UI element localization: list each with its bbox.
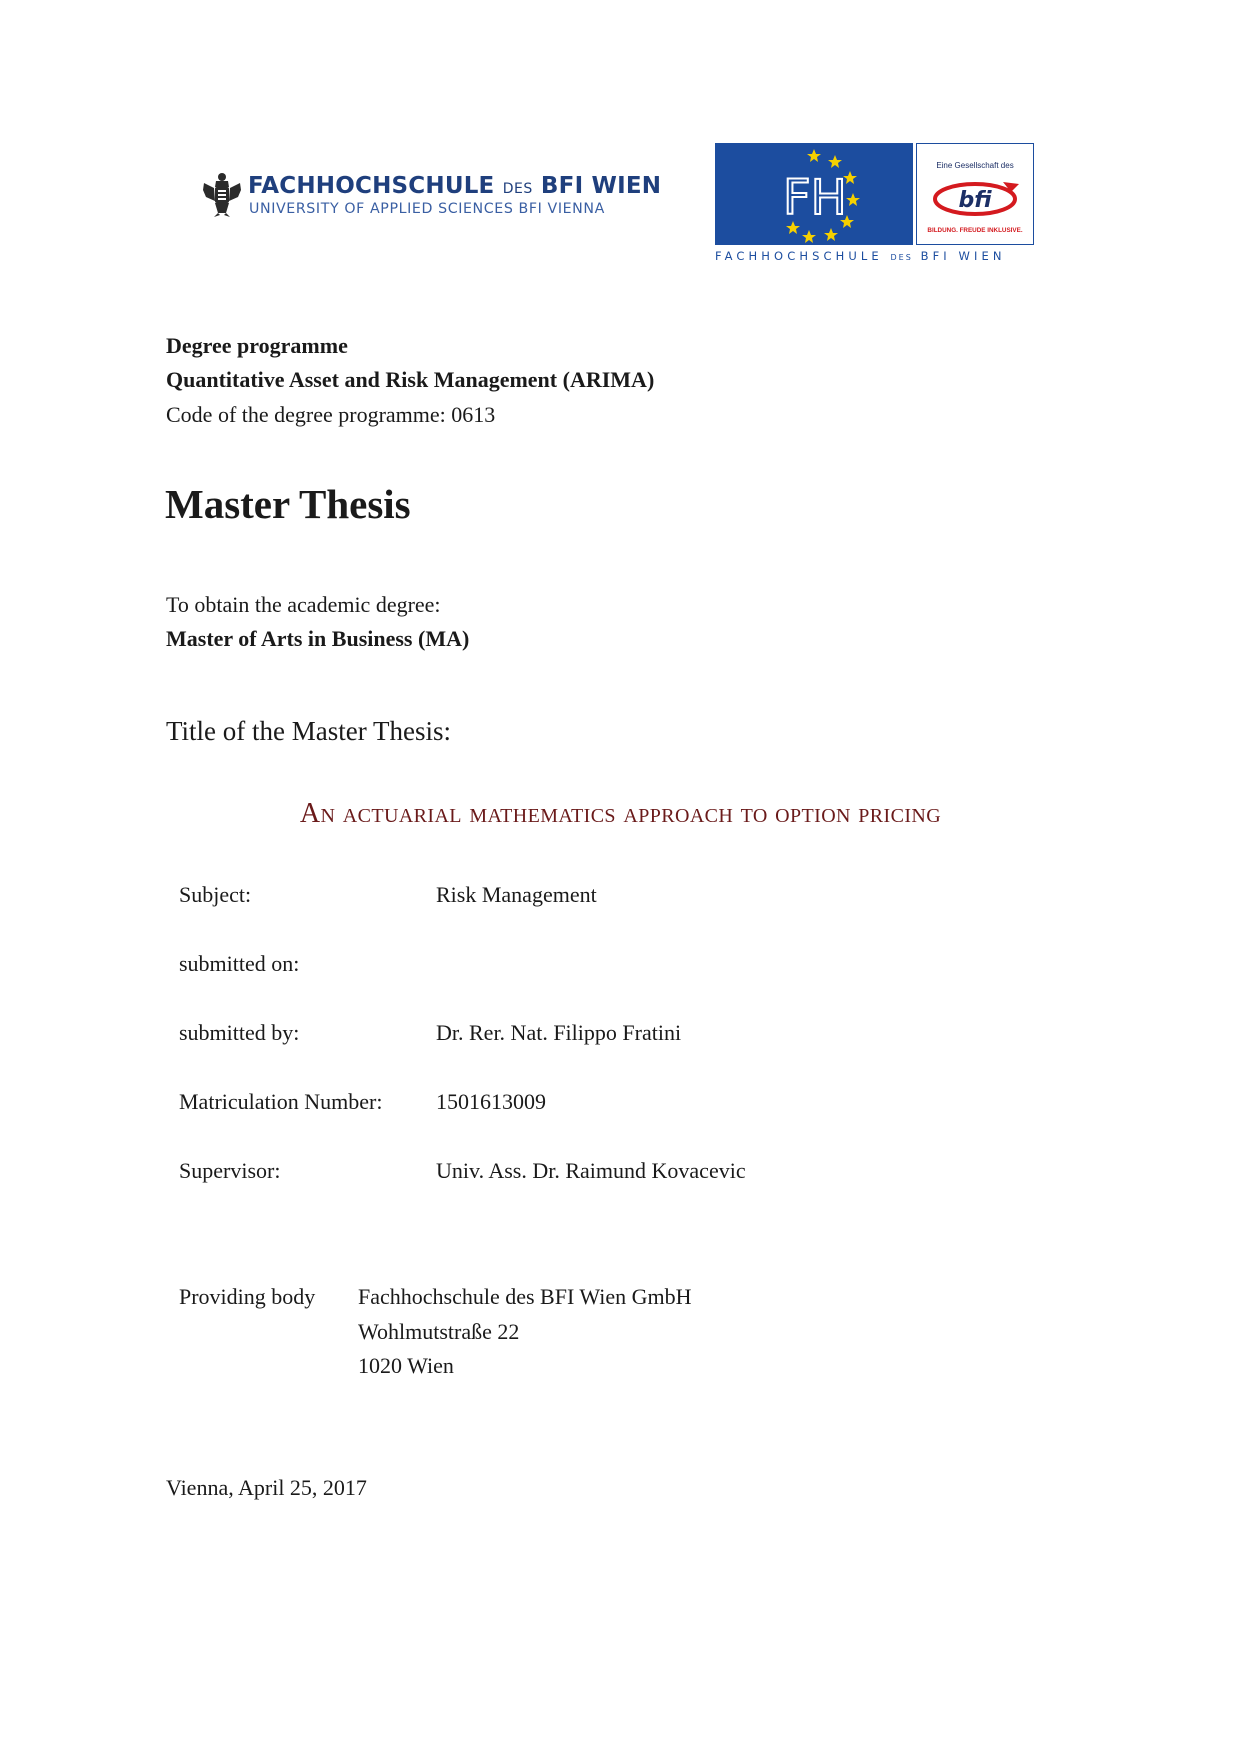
- degree-name: Master of Arts in Business (MA): [166, 626, 470, 651]
- providing-body-label: Providing body: [179, 1284, 316, 1309]
- matriculation-number-value: 1501613009: [436, 1089, 546, 1114]
- supervisor-value: Univ. Ass. Dr. Raimund Kovacevic: [436, 1158, 746, 1183]
- logo-right-footer-des: DES: [890, 253, 913, 262]
- programme-code: Code of the degree programme: 0613: [166, 402, 496, 427]
- flag-fh-text: FH: [783, 170, 847, 226]
- subject-label: Subject:: [179, 882, 252, 907]
- provider-city: 1020 Wien: [358, 1353, 454, 1378]
- provider-name: Fachhochschule des BFI Wien GmbH: [358, 1284, 692, 1309]
- submitted-by-label: submitted by:: [179, 1020, 300, 1045]
- eu-flag: [715, 143, 913, 245]
- thesis-title: An actuarial mathematics approach to option pricing: [299, 798, 942, 829]
- logo-left-des: DES: [502, 181, 533, 197]
- logo-right-footer: [715, 249, 1037, 263]
- place-and-date: Vienna, April 25, 2017: [166, 1475, 367, 1500]
- programme-name: Quantitative Asset and Risk Management (ARIMA): [166, 367, 655, 392]
- bfi-tagline-bottom: BILDUNG. FREUDE INKLUSIVE.: [927, 227, 1023, 234]
- fh-eu-bfi-logo: [715, 143, 1037, 261]
- austrian-eagle-icon: [202, 171, 242, 217]
- bfi-wordmark-text: bfi: [958, 188, 992, 213]
- logo-left-line1: [248, 173, 661, 199]
- provider-street: Wohlmutstraße 22: [358, 1319, 520, 1344]
- bfi-logo-box: [916, 143, 1034, 245]
- submitted-on-label: submitted on:: [179, 951, 300, 976]
- degree-intro: To obtain the academic degree:: [166, 592, 441, 617]
- logo-left-word3: BFI WIEN: [540, 173, 662, 199]
- logo-right-footer-word3: BFI WIEN: [920, 249, 1006, 263]
- logo-left-word1: FACHHOCHSCHULE: [248, 173, 495, 199]
- logo-left-line2: UNIVERSITY OF APPLIED SCIENCES BFI VIENNA: [249, 201, 605, 217]
- fh-bfi-wien-logo: [202, 171, 662, 221]
- document-type-heading: Master Thesis: [165, 481, 411, 527]
- logo-right-footer-word1: FACHHOCHSCHULE: [715, 249, 883, 263]
- bfi-tagline-top: Eine Gesellschaft des: [936, 161, 1014, 170]
- thesis-title-label: Title of the Master Thesis:: [166, 716, 451, 746]
- submitted-by-value: Dr. Rer. Nat. Filippo Fratini: [436, 1020, 682, 1045]
- bfi-wordmark-icon: [929, 176, 1023, 220]
- degree-programme-label: Degree programme: [166, 333, 348, 358]
- subject-value: Risk Management: [436, 882, 597, 907]
- matriculation-number-label: Matriculation Number:: [179, 1089, 383, 1114]
- supervisor-label: Supervisor:: [179, 1158, 281, 1183]
